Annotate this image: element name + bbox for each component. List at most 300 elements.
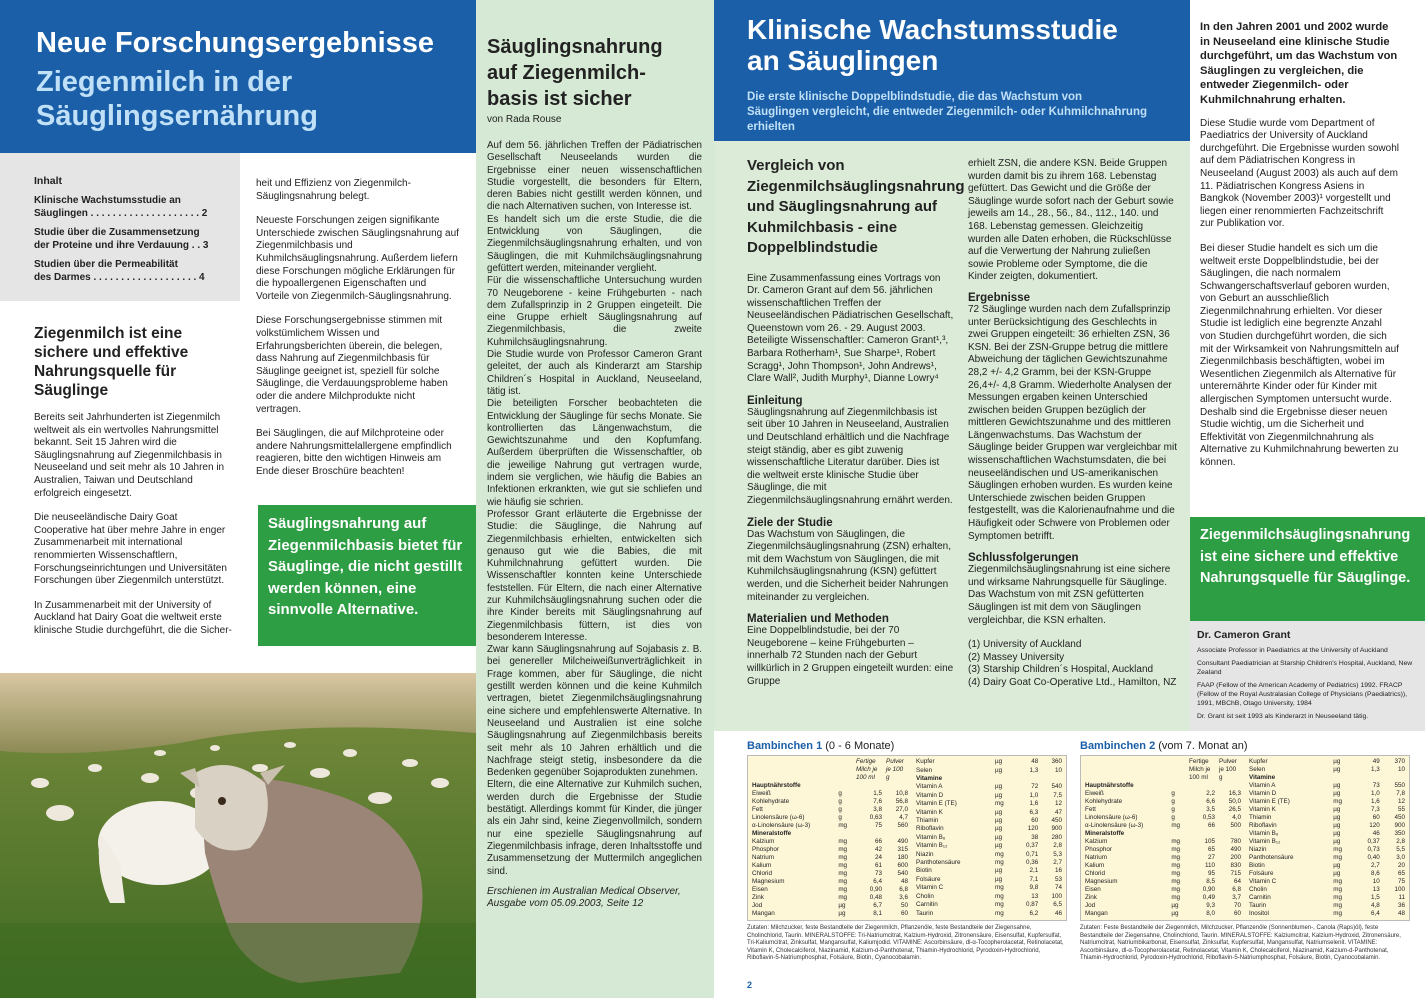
table-cell: 350	[1394, 830, 1405, 837]
table-cell: µg	[1333, 806, 1341, 813]
table-row	[914, 884, 1064, 892]
table-cell: Vitamin K	[916, 808, 943, 816]
table-cell	[1169, 830, 1187, 838]
table-row	[1083, 790, 1243, 798]
table-row	[914, 867, 1064, 875]
table-cell: 70	[1233, 902, 1241, 909]
table-row	[1083, 814, 1243, 822]
table-cell: 65	[1397, 870, 1405, 877]
table-cell: µg	[1333, 758, 1341, 765]
table-cell: mg	[1171, 862, 1181, 869]
table-cell: 50	[900, 902, 908, 909]
table-row	[1247, 774, 1407, 782]
table-cell: g	[1171, 814, 1175, 821]
table-row	[1247, 910, 1407, 918]
table-cell: 0,36	[1026, 859, 1039, 867]
table-cell: mg	[995, 901, 1004, 909]
table-cell: µg	[1171, 910, 1179, 917]
table-cell: 4,8	[1370, 902, 1380, 909]
table-cell: 12	[1054, 800, 1062, 808]
nutrient-table-left: Fertige Milch je 100 ml Pulver je 100 g Hauptnährstoffe Eiweiß g 1,5 10,8 Kohlehydrate g 7,6 56,8 Fett g 3,8 27,0 Linolensäure (ω-6) g 0,63 4,7 α-Linolensäure (ω-3) mg 75 560 Mineralstoffe Kalzium mg 66 490 Phosphor mg 42 315 Natrium mg 24 180 Kalium mg 61 600 Chlorid mg 73 540 Magnesium mg 6,4 48 Eisen mg 0,90 6,8 Zink mg 0,48 3,6 Jod µg 6,7 50 Mangan µg 8,1 60	[752, 758, 908, 917]
left-column-2: heit und Effizienz von Ziegenmilch-Säuglingsnahrung belegt. Neueste Forschungen zeigen signifikante Unterschiede zwischen Säuglingsnahrung auf Ziegenmilchbasis und Kuhmilchsäuglingsnahrung. Außerdem liefern diese Forschungen mögliche Erklärungen für die hypoallergenen Eigenschaften und Vorteile von Ziegenmilch-Säuglingsnahrung. Diese Forschungsergebnisse stimmen mit volkstümlichem Wissen und Erfahrungsberichten überein, die belegen, dass Nahrung auf Ziegenmilchbasis für Säuglinge geeignet ist, speziell für solche Säuglinge, die Verdauungsprobleme haben oder die andere Milchprodukte nicht vertragen. Bei Säuglingen, die auf Milchproteine oder andere Nahrungsmittelallergene empfindlich reagieren, bitte den wichtigen Hinweis am Ende dieser Broschüre beachten!	[256, 178, 459, 477]
table-cell: 74	[1054, 884, 1062, 892]
table-row	[1247, 838, 1407, 846]
table-cell: 55	[1397, 806, 1405, 813]
table-cell: µg	[838, 910, 846, 917]
left-green-callout: Säuglingsnahrung auf Ziegenmilchbasis bietet für Säuglinge, die nicht gestillt werden können, eine sinnvolle Alternative.	[258, 505, 476, 646]
table-cell	[1353, 774, 1381, 782]
table-cell: 0,49	[1202, 894, 1215, 901]
table-cell	[1382, 774, 1407, 782]
table-cell: mg	[838, 846, 848, 853]
toc-item[interactable]: Studie über die Zusammensetzung der Proteine und ihre Verdauung . . 3	[34, 227, 209, 251]
table-row	[914, 775, 1064, 783]
table-row	[1083, 894, 1243, 902]
table-cell: 780	[1230, 838, 1241, 845]
table-cell: Jod	[752, 902, 763, 909]
right-subtitle: Die erste klinische Doppelblindstudie, die das Wachstum von Säuglingen vergleicht, die entweder Ziegenmilch- oder Kuhmilchnahrung erhielten	[747, 91, 1148, 133]
table-row	[750, 862, 910, 870]
nutrient-table-right	[1247, 758, 1407, 918]
table-cell: 13	[1031, 892, 1039, 900]
table-row	[1083, 854, 1243, 862]
table-row	[1083, 870, 1243, 878]
table-row	[1083, 806, 1243, 814]
table-cell: 3,8	[873, 806, 882, 813]
table-cell: 3,6	[899, 894, 908, 901]
table-row	[1247, 894, 1407, 902]
table-cell: µg	[838, 902, 846, 909]
nutrient-table-right	[914, 758, 1064, 918]
right-title-banner	[714, 0, 1190, 141]
table-cell: 24	[874, 854, 882, 861]
table-cell: Natrium	[752, 854, 775, 861]
table-row	[914, 800, 1064, 808]
table-row	[750, 838, 910, 846]
left-title-line2: Ziegenmilch in der	[36, 66, 293, 98]
table-cell: Kupfer	[1249, 758, 1268, 765]
table-row	[914, 850, 1064, 858]
table-cell: 1,0	[1029, 791, 1039, 799]
table-cell: g	[1171, 798, 1175, 805]
table-row	[1083, 846, 1243, 854]
table-row	[750, 806, 910, 814]
table-cell: µg	[995, 842, 1003, 850]
intro-column: In den Jahren 2001 und 2002 wurde in Neuseeland eine klinische Studie durchgeführt, um das Wachstum von Säuglingen zu vergleichen, die entweder Ziegenmilch- oder Kuhmilchnahrung erhalten. Diese Studie wurde vom Department of Paediatrics der University of Auckland durchgeführt. Die Ergebnisse wurden sowohl auf dem Pädiatrischen Kongress in Neuseeland (August 2003) als auch auf dem 11. Pädiatrischen Kongress Asiens in Bangkok (November 2003)¹ vorgestellt und liegen einer renommierten Fachzeitschrift zur Publikation vor. Bei dieser Studie handelt es sich um die weltweit erste Doppelblindstudie, bei der Säuglingen, die nach normalem Schwangerschaftsverlauf geboren wurden, von Geburt an ausschließlich Ziegenmilchnahrung erhielten. Vor dieser Studie ist lediglich eine begrenzte Anzahl von Studien durchgeführt worden, die sich mit der Wirksamkeit von Nahrungsmitteln auf Ziegenmilchbasis beschäftigten, wobei im Wesentlichen Ziegenmilch als Alternative für unterernährte Kinder oder für Kinder mit allergischen Symptomen untersucht wurde. Deshalb sind die Ergebnisse dieser neuen Studie wichtig, um die Sicherheit und Effektivität von Ziegenmilchnahrung als Alternative zu Kuhmilchnahrung bewerten zu können.	[1200, 21, 1399, 468]
table-cell: 27	[1207, 854, 1215, 861]
author-bio: Dr. Cameron Grant Associate Professor in Paediatrics at the University of Auckland Consultant Paediatrician at Starship Children's Hospital, Auckland, New Zealand FAAP (Fellow of the American Academy of Pediatrics) 1992. FRACP (Fellow of the Royal Australasian College of Physicians (Paediatrics)), 1991, MBChB, Otago University, 1984 Dr. Grant ist seit 1993 als Kinderarzt in Neuseeland tätig.	[1190, 621, 1425, 731]
table-row	[1247, 886, 1407, 894]
table-cell: 1,5	[1370, 894, 1380, 901]
table-cell: 53	[1054, 875, 1062, 883]
table-cell: Vitamin K	[1249, 806, 1276, 813]
table-cell: 2,2	[1206, 790, 1215, 797]
table-row	[1247, 806, 1407, 814]
table-cell: 5,5	[1396, 846, 1405, 853]
table-row	[1247, 862, 1407, 870]
table-row	[914, 834, 1064, 842]
table-cell: 3,5	[1206, 806, 1215, 813]
table-cell: Phosphor	[1085, 846, 1112, 853]
table-cell: mg	[1171, 854, 1181, 861]
table-row	[1247, 854, 1407, 862]
table-cell: Taurin	[1249, 902, 1267, 909]
table-cell: 6,4	[1370, 910, 1380, 917]
table-cell: 830	[1230, 862, 1241, 869]
table-cell: mg	[838, 862, 848, 869]
table-cell: mg	[995, 850, 1004, 858]
table-cell: 12	[1397, 798, 1405, 805]
table-cell: µg	[1333, 830, 1341, 837]
table-cell: 3,7	[1232, 894, 1241, 901]
table-row	[1083, 798, 1243, 806]
table-cell: Panthotensäure	[916, 859, 961, 867]
table-cell: 36	[1397, 902, 1405, 909]
table-cell: µg	[995, 825, 1003, 833]
table-cell: µg	[1333, 782, 1341, 789]
table-cell: 10	[1372, 878, 1380, 885]
table-cell: µg	[995, 875, 1003, 883]
table-cell: 4,0	[1232, 814, 1241, 821]
table-cell: mg	[1333, 878, 1343, 885]
table-cell: 900	[1394, 822, 1405, 829]
table-row	[750, 782, 910, 790]
table-row	[750, 830, 910, 838]
table-cell: 6,4	[873, 878, 882, 885]
table-cell: 6,2	[1029, 909, 1039, 917]
table-cell: mg	[1171, 886, 1181, 893]
table-row	[750, 870, 910, 878]
middle-author: von Rada Rouse	[487, 114, 562, 125]
table-row	[1083, 822, 1243, 830]
table-cell	[1014, 775, 1041, 783]
table-cell: 46	[1372, 830, 1380, 837]
table-cell: mg	[995, 859, 1004, 867]
nutrient-table-left: Fertige Milch je 100 ml Pulver je 100 g Hauptnährstoffe Eiweiß g 2,2 16,3 Kohlehydrate g 6,6 50,0 Fett g 3,5 26,5 Linolensäure (ω-6) g 0,53 4,0 α-Linolensäure (ω-3) mg 66 500 Mineralstoffe Kalzium mg 105 780 Phosphor mg 65 490 Natrium mg 27 200 Kalium mg 110 830 Chlorid mg 95 715 Magnesium mg 8,5 64 Eisen mg 0,90 6,8 Zink mg 0,49 3,7 Jod µg 9,3 70 Mangan µg 8,0 60	[1085, 758, 1241, 917]
page-number: 2	[747, 980, 753, 990]
table-cell: Vitamine	[1249, 774, 1276, 781]
table-cell: Biotin	[1249, 862, 1265, 869]
table-cell: 0,63	[869, 814, 882, 821]
table-cell: mg	[1333, 798, 1343, 805]
table-cell: Biotin	[916, 867, 932, 875]
table-row	[1247, 846, 1407, 854]
table-row	[750, 822, 910, 830]
table-cell: 0,37	[1367, 838, 1380, 845]
table-cell: Cholin	[1249, 886, 1267, 893]
table-cell: 5,3	[1053, 850, 1062, 858]
table-cell: µg	[1333, 822, 1341, 829]
table-cell: 450	[1051, 817, 1062, 825]
goat-meadow-photo	[0, 673, 476, 998]
table-cell: 42	[874, 846, 882, 853]
table-cell	[836, 830, 854, 838]
table-bambinchen-1	[747, 740, 1067, 963]
table-cell: 73	[1372, 782, 1380, 789]
table-title: Bambinchen 2 (vom 7. Monat an)	[1080, 740, 1248, 752]
table-cell: Riboflavin	[1249, 822, 1277, 829]
table-cell: 3,0	[1396, 854, 1405, 861]
table-cell: Kohlehydrate	[752, 798, 790, 805]
study-column-2: erhielt ZSN, die andere KSN. Beide Gruppen wurden damit bis zu ihrem 168. Lebenstag gefüttert. Das Gewicht und die Größe der Säuglinge wurde sofort nach der Geburt sowie jeweils am 14., 28., 56., 84., 112., 140. und 168. Lebenstag gemessen. Gleichzeitig wurden alle Daten erhoben, die Rückschlüsse auf die Verwertung der Nahrung zuließen sowie Probleme oder Symptome, die die Kinder zeigten, dokumentiert. Ergebnisse 72 Säuglinge wurden nach dem Zufallsprinzip unter Berücksichtigung des Geschlechts in zwei Gruppen eingeteilt: 36 erhielten ZSN, 36 KSN. Bei der ZSN-Gruppe betrug die mittlere Abweichung der täglichen Gewichtszunahme 28,2 +/- 4,2 Gramm, bei der KSN-Gruppe 26,4+/- 4,8 Gramm. Wiederholte Analysen der Messungen ergaben keinen Unterschied zwischen beiden Gruppen bezüglich der mittleren Gewichtszunahme und des mittleren Längenwachstums. Das Wachstum der Säuglinge beider Gruppen war vergleichbar mit wissenschaftlichen Wachstumsdaten, die bei neuseeländischen und US-amerikanischen Säuglingen erhoben wurden. Es wurden keine Unterschiede zwischen beiden Gruppen festgestellt, was die Kalorienaufnahme und die Häufigkeit oder Schwere von Problemen oder Symptomen betrifft. Schlussfolgerungen Ziegenmilchsäuglingsnahrung ist eine sichere und wirksame Nahrungsquelle für Säuglinge. Das Wachstum von mit ZSN gefütterten Säuglingen ist mit dem von Säuglingen vergleichbar, die KSN erhalten. (1) University of Auckland (2) Massey University (3) Starship Children´s Hospital, Auckland (4) Dairy Goat Co-Operative Ltd., Hamilton, NZ	[968, 158, 1178, 688]
table-row	[914, 901, 1064, 909]
table-cell: Cholin	[916, 892, 934, 900]
table-cell: 560	[897, 822, 908, 829]
table-cell: Vitamin B₁₂	[916, 842, 948, 850]
table-cell: Zink	[752, 894, 764, 901]
table-cell: mg	[1171, 870, 1181, 877]
table-cell: 26,5	[1228, 806, 1241, 813]
table-cell: mg	[1333, 902, 1343, 909]
table-row	[1247, 870, 1407, 878]
section-heading: Schlussfolgerungen	[968, 552, 1079, 565]
table-cell: 2,7	[1370, 862, 1380, 869]
table-cell: mg	[1171, 894, 1181, 901]
table-cell: 20	[1397, 862, 1405, 869]
table-cell: mg	[838, 886, 848, 893]
table-row	[914, 876, 1064, 884]
table-row	[750, 854, 910, 862]
section-heading: Ziele der Studie	[747, 516, 833, 529]
study-heading: Vergleich von Ziegenmilchsäuglingsnahrung und Säuglingsnahrung auf Kuhmilchbasis - eine Doppelblindstudie	[747, 157, 965, 256]
table-cell: µg	[995, 758, 1003, 766]
table-cell: g	[838, 798, 842, 805]
table-cell: 8,5	[1206, 878, 1215, 885]
table-cell: 2,7	[1053, 859, 1062, 867]
table-row	[750, 790, 910, 798]
table-cell: mg	[1171, 846, 1181, 853]
table-cell	[1217, 830, 1243, 838]
table-cell: Eisen	[752, 886, 768, 893]
table-cell: 60	[1372, 814, 1380, 821]
table-cell: 7,3	[1370, 806, 1380, 813]
section-heading: Materialien und Methoden	[747, 613, 889, 626]
table-cell: 280	[1051, 833, 1062, 841]
table-cell: g	[1171, 806, 1175, 813]
table-cell	[854, 782, 884, 790]
table-row	[914, 766, 1064, 774]
table-row	[1083, 910, 1243, 918]
table-cell: Phosphor	[752, 846, 779, 853]
table-cell: Vitamin B₆	[1249, 830, 1279, 837]
table-cell: µg	[1333, 814, 1341, 821]
nutrient-grid	[747, 755, 1067, 921]
table-cell: Hauptnährstoffe	[752, 782, 801, 789]
table-cell: Zink	[1085, 894, 1097, 901]
table-row	[914, 842, 1064, 850]
table-cell: Vitamin D	[916, 791, 944, 799]
table-cell: Vitamin B₆	[916, 833, 946, 841]
table-cell: 64	[1233, 878, 1241, 885]
table-row	[1247, 758, 1407, 766]
table-cell: α-Linolensäure (ω-3)	[752, 822, 811, 829]
table-cell: mg	[1333, 886, 1343, 893]
right-title-line2: an Säuglingen	[747, 45, 939, 76]
table-cell: Vitamin B₁₂	[1249, 838, 1281, 845]
table-cell: 6,8	[1232, 886, 1241, 893]
table-cell: g	[1171, 790, 1175, 797]
table-cell: µg	[1333, 870, 1341, 877]
toc-item[interactable]: Studien über die Permeabilität des Darmes . . . . . . . . . . . . . . . . . . . 4	[34, 259, 205, 283]
table-cell: 540	[897, 870, 908, 877]
table-row	[1083, 782, 1243, 790]
table-cell: 1,0	[1370, 790, 1380, 797]
table-row	[1083, 862, 1243, 870]
table-cell: Vitamin A	[916, 783, 943, 791]
table-cell: Kalzium	[1085, 838, 1108, 845]
table-cell: Magnesium	[1085, 878, 1118, 885]
toc-item[interactable]: Klinische Wachstumsstudie an Säuglingen . . . . . . . . . . . . . . . . . . . . 2	[34, 195, 208, 219]
table-cell: 66	[874, 838, 882, 845]
table-cell: 9,8	[1029, 884, 1039, 892]
table-cell: 13	[1372, 886, 1380, 893]
table-cell: Vitamin C	[1249, 878, 1277, 885]
table-cell	[854, 830, 884, 838]
table-cell: 46	[1054, 909, 1062, 917]
table-cell: mg	[1333, 894, 1343, 901]
table-cell: 2,8	[1053, 842, 1062, 850]
table-cell: mg	[995, 892, 1004, 900]
table-cell: µg	[995, 766, 1003, 774]
middle-column	[476, 0, 714, 998]
table-cell: 0,48	[869, 894, 882, 901]
table-cell: Niazin	[1249, 846, 1267, 853]
table-row	[1247, 830, 1407, 838]
table-cell: Mineralstoffe	[1085, 830, 1125, 837]
table-cell: 7,5	[1053, 791, 1062, 799]
table-cell: 65	[1207, 846, 1215, 853]
table-title: Bambinchen 1 (0 - 6 Monate)	[747, 740, 895, 752]
table-cell: 315	[897, 846, 908, 853]
table-cell: mg	[838, 878, 848, 885]
table-cell: 10,8	[895, 790, 908, 797]
intro-lead: In den Jahren 2001 und 2002 wurde in Neuseeland eine klinische Studie durchgeführt, um das Wachstum von Säuglingen zu vergleichen, die entweder Ziegenmilch- oder Kuhmilchnahrung erhalten.	[1200, 21, 1398, 106]
table-cell: Linolensäure (ω-6)	[752, 814, 805, 821]
table-cell: mg	[838, 822, 848, 829]
table-cell: 73	[874, 870, 882, 877]
table-cell: 0,37	[1026, 842, 1039, 850]
table-row	[914, 859, 1064, 867]
table-cell: 16	[1054, 867, 1062, 875]
table-cell: 8,6	[1370, 870, 1380, 877]
table-cell: g	[838, 806, 842, 813]
ingredients-text: Zutaten: Feste Bestandteile der Ziegenmilch, Milchzucker, Pflanzenöle (Sonnenblumen-, Canola (Raps)öl), feste Bestandteile der Ziegensahne, Cholinchlorid, Taurin. MINERALSTOFFE: Kalziumcitrat, Kalzium-Hydroxid, Zitronensäure, Natriumcitrat, Natriumbikarbonat, Eisensulfat, Zinksulfat, Kupfersulfat, Mangansulfat, Natriumselenit. VITAMINE: Ascorbinsäure, dl-α-Tocopherolacetat, Retinolacetat, Vitamin K, Cholecalciferol, Niazinamid, Kalzium-d-Panthotenat, Thiamin-Hydrochlorid, Pyrodoxin-Hydrochlorid, Riboflavin-5-Natriumphosphat, Folsäure, Biotin, Cyanocobalamin.	[1080, 925, 1401, 962]
table-cell: 1,5	[873, 790, 882, 797]
table-cell: Natrium	[1085, 854, 1108, 861]
table-row	[1247, 782, 1407, 790]
table-row	[914, 893, 1064, 901]
table-cell: Linolensäure (ω-6)	[1085, 814, 1138, 821]
table-cell: Mineralstoffe	[752, 830, 792, 837]
right-title-line1: Klinische Wachstumsstudie	[747, 14, 1118, 45]
table-row	[914, 808, 1064, 816]
table-cell: 200	[1230, 854, 1241, 861]
table-cell: Thiamin	[1249, 814, 1272, 821]
table-cell: µg	[995, 808, 1003, 816]
table-cell: 0,71	[1026, 850, 1039, 858]
table-cell: mg	[1171, 838, 1181, 845]
goat-meadow-photo-svg	[0, 673, 476, 998]
table-cell: 6,6	[1206, 798, 1215, 805]
table-cell: mg	[995, 884, 1004, 892]
table-cell: µg	[995, 783, 1003, 791]
study-column-1: Vergleich von Ziegenmilchsäuglingsnahrung und Säuglingsnahrung auf Kuhmilchbasis - eine Doppelblindstudie Eine Zusammenfassung eines Vortrags von Dr. Cameron Grant auf dem 56. jährlichen wissenschaftlichen Treffen der Neuseeländischen Pädiatrischen Gesellschaft, Queenstown vom 26. - 29. August 2003. Beteiligte Wissenschaftler: Cameron Grant¹,³, Barbara Rotherham¹, Sue Sharpe¹, Robert Scragg¹, John Thompson¹, John Andrews¹, Clare Wall², Judith Murphy¹, Dianne Lowry⁴ Einleitung Säuglingsnahrung auf Ziegenmilchbasis ist seit über 10 Jahren in Neuseeland, Australien und Deutschland erhältlich und die Nachfrage steigt ständig, aber es gibt zuwenig wissenschaftliche Literatur darüber. Dies ist die weltweit erste klinische Studie über Säuglinge, die mit Ziegenmilchsäuglingsnahrung ernährt werden. Ziele der Studie Das Wachstum von Säuglingen, die Ziegenmilchsäuglingsnahrung (ZSN) erhalten, mit dem Wachstum von Säuglingen, die mit Kuhmilchsäuglingsnahrung (KSN) gefüttert werden, und die Sicherheit beider Nahrungen miteinander zu vergleichen. Materialien und Methoden Eine Doppelblindstudie, bei der 70 Neugeborene – keine Frühgeburten – innerhalb 72 Stunden nach der Geburt willkürlich in 2 Gruppen eingeteilt wurden: eine Gruppe	[747, 157, 965, 687]
table-cell: mg	[1171, 878, 1181, 885]
table-cell: 490	[897, 838, 908, 845]
table-cell: 10	[1054, 766, 1062, 774]
table-cell	[1217, 782, 1243, 790]
table-cell: 50,0	[1228, 798, 1241, 805]
table-cell: 1,3	[1029, 766, 1039, 774]
table-cell: 600	[897, 862, 908, 869]
table-cell: 550	[1394, 782, 1405, 789]
table-cell: µg	[1333, 790, 1341, 797]
table-cell: 0,40	[1367, 854, 1380, 861]
table-cell: 0,90	[1202, 886, 1215, 893]
table-cell	[1040, 775, 1064, 783]
table-cell: 72	[1031, 783, 1039, 791]
table-cell	[993, 775, 1014, 783]
middle-article-text: Auf dem 56. jährlichen Treffen der Pädiatrischen Gesellschaft Neuseelands wurden die Ergebnisse einer neuen wissenschaftlichen Studie vorgestellt, die besonders für Eltern, deren Babies nicht gestillt werden können, und die nach Alternativen suchen, von Interesse ist. Es handelt sich um die erste Studie, die die Entwicklung von Säuglingen, die Ziegenmilchsäuglingsnahrung erhalten, und von Säuglingen, die mit Kuhmilchsäuglingsnahrung gefüttert werden, miteinander verglieht. Für die wissenschaftliche Untersuchung wurden 70 Neugeborene - keine Frühgeburten - nach dem Zufallsprinzip in 2 Gruppen eingeteilt. Die eine Gruppe erhielt Säuglingsnahrung auf Ziegenmilchbasis, die zweite Kuhmilchsäuglingsnahrung. Die Studie wurde von Professor Cameron Grant geleitet, der auch als Kinderarzt am Starship Children´s Hospital in Auckland, Neuseeland, tätig ist. Die beteiligten Forscher beobachteten die Entwicklung der Säuglinge für sechs Monate. Sie kontrollierten das Längenwachstum, die Gewichtszunahme und den Kopfumfang. Außerdem überprüften die Wissenschaftler, ob die jeweilige Nahrung gut vertragen wurde, indem sie verglichen, wie häufig die Babies an Infektionen erkrankten, wie gut sie schliefen und wie häufig sie schrien. Professor Grant erläuterte die Ergebnisse der Studie: die Säuglinge, die Nahrung auf Ziegenmilchbasis erhielten, entwickelten sich genauso gut wie die Babies, die mit Kuhmilchnahrung gefüttert wurden. Die Wissenschaftler konnten keine Unterschiede feststellen. Für Eltern, die nach einer Alternative zur Kuhmilchsäuglingsnahrung suchen oder die ihre Kinder bereits mit Säuglingsnahrung auf Ziegenmilchbasis füttern, ist dies von besonderem Interesse. Zwar kann Säuglingsnahrung auf Sojabasis z. B. bei genereller Milcheiweißunverträglichkeit in Frage kommen, aber für Säuglinge, die nicht gestillt werden können und die keine Kuhmilch vertragen, bietet Ziegenmilchsäuglingsnahrung eine sichere und empfehlenswerte Alternative. In Neuseeland und Australien ist eine solche Säuglingsnahrung auf Ziegenmilchbasis bereits seit mehr als 10 Jahren erhältlich und die Nachfrage steigt stetig, insbesondere da die Bedenken gegenüber Sojaprodukten zunehmen. Eltern, die eine Alternative zur Kuhmilch suchen, werden durch die Ergebnisse der Studie bestätigt. Allerdings kommt für Kinder, die jünger als ein Jahr sind, keine Ziegenvollmilch, sondern nur eine spezielle Säuglingsnahrung auf Ziegenmilchbasis infrage, deren Inhaltsstoffe und Zusammensetzung der Muttermilch angeglichen sind.	[487, 140, 702, 877]
table-cell: 95	[1207, 870, 1215, 877]
table-cell: Hauptnährstoffe	[1085, 782, 1134, 789]
table-cell	[836, 782, 854, 790]
table-cell: µg	[995, 791, 1003, 799]
table-cell: 105	[1204, 838, 1215, 845]
table-cell	[884, 830, 910, 838]
table-row	[1247, 822, 1407, 830]
table-cell: 500	[1230, 822, 1241, 829]
table-cell	[1331, 774, 1353, 782]
table-cell: Riboflavin	[916, 825, 944, 833]
table-cell: 7,8	[1396, 790, 1405, 797]
table-cell: Vitamin A	[1249, 782, 1276, 789]
table-row	[914, 825, 1064, 833]
table-row	[914, 758, 1064, 766]
table-cell: Vitamin C	[916, 884, 944, 892]
table-cell: 1,6	[1370, 798, 1380, 805]
table-row	[750, 846, 910, 854]
table-cell: 2,1	[1029, 867, 1039, 875]
table-row	[1247, 798, 1407, 806]
table-cell: 56,8	[895, 798, 908, 805]
table-cell: 47	[1054, 808, 1062, 816]
table-cell: Fett	[1085, 806, 1096, 813]
table-cell: 900	[1051, 825, 1062, 833]
table-of-contents	[0, 153, 240, 301]
table-cell: 0,90	[869, 886, 882, 893]
table-cell: 450	[1394, 814, 1405, 821]
table-cell: µg	[1333, 766, 1341, 773]
table-cell: 7,1	[1029, 875, 1039, 883]
table-row	[1247, 790, 1407, 798]
toc-heading: Inhalt	[34, 175, 62, 187]
left-title-banner	[0, 0, 476, 153]
table-cell: 2,8	[1396, 838, 1405, 845]
table-row	[1083, 838, 1243, 846]
table-cell: 0,53	[1202, 814, 1215, 821]
table-row	[1247, 766, 1407, 774]
table-cell: 4,7	[899, 814, 908, 821]
table-cell: mg	[1333, 854, 1343, 861]
table-cell: 6,3	[1029, 808, 1039, 816]
table-cell: Eiweiß	[1085, 790, 1104, 797]
table-cell: 10	[1397, 766, 1405, 773]
table-cell	[1187, 830, 1217, 838]
middle-footer: Erschienen im Australian Medical Observer, Ausgabe vom 05.09.2003, Seite 12	[487, 885, 681, 910]
table-cell: g	[838, 790, 842, 797]
table-row	[750, 886, 910, 894]
